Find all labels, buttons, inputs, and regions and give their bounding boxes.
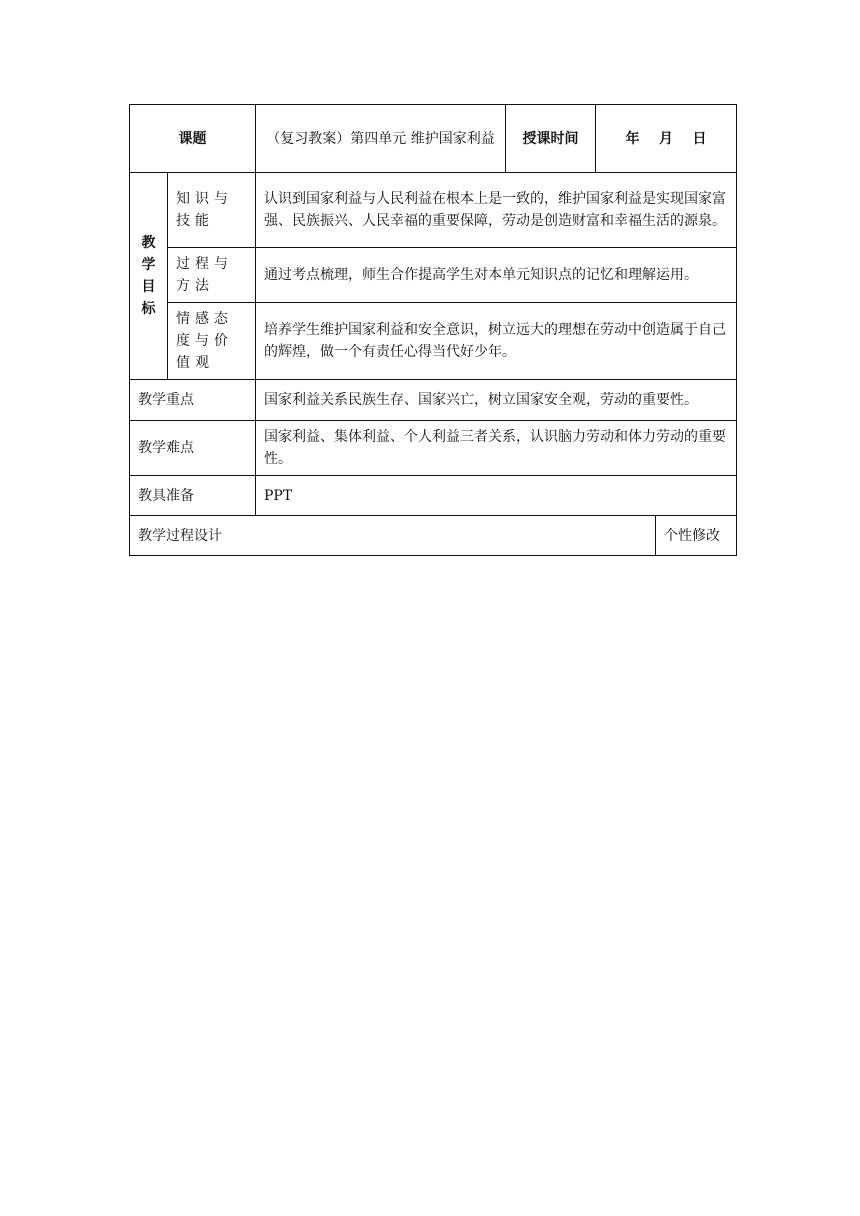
key-points-row (130, 380, 737, 421)
objective-content-attitude: 培养学生维护国家利益和安全意识，树立远大的理想在劳动中创造属于自己的辉煌，做一个有责任心得当代好少年。 (256, 303, 737, 380)
process-label: 教学过程设计 (130, 516, 656, 556)
topic-label: 课题 (130, 105, 256, 173)
objectives-label-char: 标 (141, 301, 156, 317)
key-points-label: 教学重点 (130, 380, 256, 421)
objective-label-attitude: 情感态度与价值观 (168, 303, 256, 380)
difficulties-content: 国家利益、集体利益、个人利益三者关系，认识脑力劳动和体力劳动的重要性。 (256, 421, 737, 476)
objective-content-process: 通过考点梳理，师生合作提高学生对本单元知识点的记忆和理解运用。 (256, 248, 737, 303)
objective-content-knowledge: 认识到国家利益与人民利益在根本上是一致的，维护国家利益是实现国家富强、民族振兴、人民幸福的重要保障，劳动是创造财富和幸福生活的源泉。 (256, 173, 737, 248)
process-row (130, 516, 737, 556)
objectives-label (130, 173, 168, 380)
objective-label-process: 过程与方法 (168, 248, 256, 303)
objectives-label-char: 学 (141, 257, 156, 273)
header-row (130, 105, 737, 173)
time-label: 授课时间 (506, 105, 596, 173)
objectives-label-char: 教 (141, 235, 156, 251)
objective-label-knowledge: 知识与技能 (168, 173, 256, 248)
notes-label: 个性修改 (656, 516, 737, 556)
time-value: 年 月 日 (596, 105, 737, 173)
tools-content: PPT (256, 476, 737, 516)
objective-row-process (130, 248, 737, 303)
objective-row-knowledge (130, 173, 737, 248)
lesson-plan-table (129, 104, 737, 556)
topic-value: （复习教案）第四单元 维护国家利益 (256, 105, 506, 173)
objective-row-attitude (130, 303, 737, 380)
objectives-label-char: 目 (141, 279, 156, 295)
difficulties-label: 教学难点 (130, 421, 256, 476)
tools-label: 教具准备 (130, 476, 256, 516)
difficulties-row (130, 421, 737, 476)
key-points-content: 国家利益关系民族生存、国家兴亡，树立国家安全观，劳动的重要性。 (256, 380, 737, 421)
tools-row (130, 476, 737, 516)
